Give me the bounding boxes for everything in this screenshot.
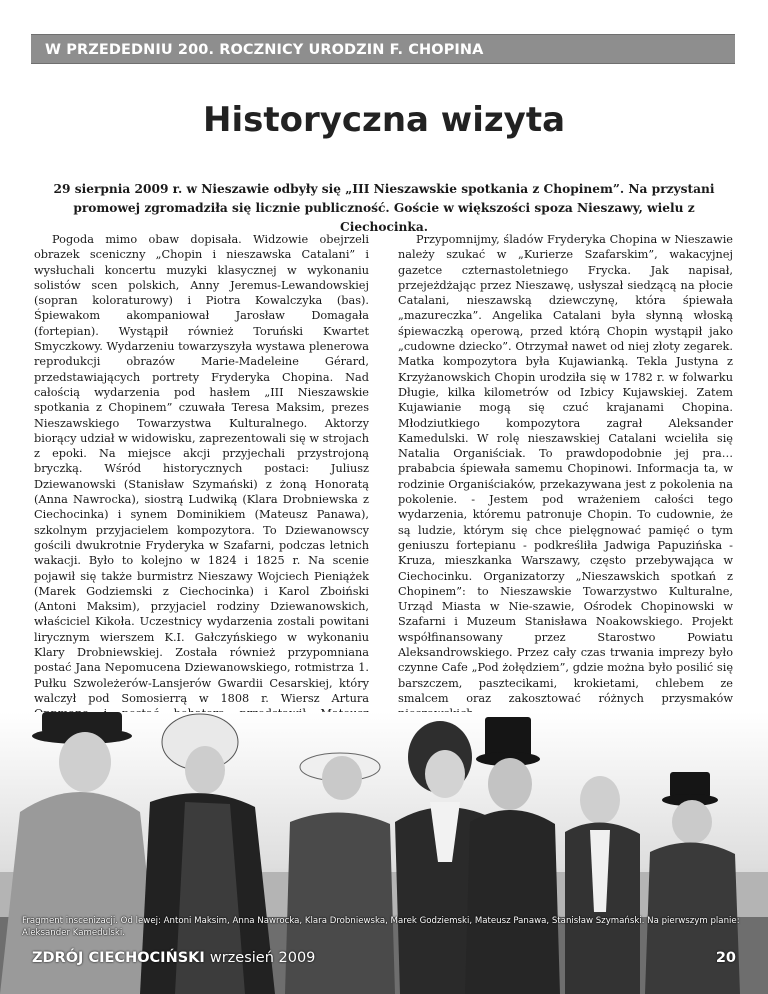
left-column-text: Pogoda mimo obaw dopisała. Widzowie obejrzeli obrazek sceniczny „Chopin i nieszawska Catalani” i wysłuchali koncertu muzyki klasycznej w wykonaniu solistów scen polskich, Anny Jeremus-Lewandowskiej (sopran koloraturowy) i Piotra Kowalczyka (bas). Śpiewakom akompaniował Jarosław Domagała (fortepian). Wystąpił również Toruński Kwartet Smyczkowy. Wydarzeniu towarzyszyła wystawa plenerowa reprodukcji obrazów Marie-Madeleine Gérard, przedstawiających portrety Fryderyka Chopina. Nad całością wydarzenia pod hasłem „III Nieszawskie spotkania z Chopinem” czuwała Teresa Maksim, prezes Nieszawskiego Towarzystwa Kulturalnego. Aktorzy biorący udział w widowisku, zaprezentowali się w strojach z epoki. Na miejsce akcji przyjechali przystrojoną bryczką. Wśród historycznych postaci: Juliusz Dziewanowski (Stanisław Szymański) z żoną Honoratą (Anna Nawrocka), siostrą Ludwiką (Klara Drobniewska z Ciechocinka) i synem Dominikiem (Mateusz Panawa), szkolnym przyjacielem kompozytora. To Dziewanowscy gościli dwukrotnie Fryderyka w Szafarni, podczas letnich wakacji. Było to kolejno w 1824 i 1825 r. Na scenie pojawił się także burmistrz Nieszawy Wojciech Pieniążek (Marek Godziemski z Ciechocinka) i Karol Zboiński (Antoni Maksim), przyjaciel rodziny Dziewanowskich, właściciel Kikoła. Uczestnicy wydarzenia zostali powitani lirycznym wierszem K.I. Gałczyńskiego w wykonaniu Klary Drobniewskiej. Została również przypomniana postać Jana Nepomucena Dziewanowskiego, rotmistrza 1. Pułku Szwoleżerów-Lansjerów Gwardii Cesarskiej, który walczył pod Somosierrą w 1808 r. Wiersz Artura (34, 233, 369, 705)
footer-publication (32, 950, 315, 966)
page-number: 20 (715, 950, 736, 966)
article-title: Historyczna wizyta (202, 100, 566, 140)
photo-caption: Fragment inscenizacji. Od lewej: Antoni Maksim, Anna Nawrocka, Klara Drobniewska, Marek Godziemski, Mateusz Panawa, Stanisław Szymański. Na pierwszym planie: Aleksander Kamedulski. (22, 916, 740, 938)
article-lead: 29 sierpnia 2009 r. w Nieszawie odbyły się „III Nieszawskie spotkania z Chopinem”. Na przystani promowej zgromadziła się licznie publiczność. Goście w większości spoza Nieszawy, wielu z Ciechocinka. (53, 182, 715, 234)
right-column-text: Przypomnijmy, śladów Fryderyka Chopina w Nieszawie należy szukać w „Kurierze Szafarskim”, wakacyjnej gazetce czternastoletniego Frycka. Jak napisał, przejeżdżając przez Nieszawę, usłyszał siedzącą na płocie Catalani, nieszawską dziewczynę, która śpiewała „mazureczka”. Angelika Catalani była słynną włoską śpiewaczką operową, przed którą Chopin wystąpił jako „cudowne dziecko”. Otrzymał nawet od niej złoty zegarek. Matka kompozytora była Kujawianką. Tekla Justyna z Krzyżanowskich Chopin urodziła się w 1782 r. w folwarku Długie, kilka kilometrów od Izbicy Kujawskiej. Zatem Kujawianie mogą się czuć krajanami Chopina. Młodziutkiego kompozytora zagrał Aleksander Kamedulski. W rolę nieszawskiej Catalani wcieliła się Natalia Organiściak. To prawdopodobnie jej pra…prababcia śpiewała samemu Chopinowi. Informacja ta, w rodzinie Organiściaków, przekazywana jest z pokolenia na pokolenie. - Jestem pod wrażeniem całości tego wydarzenia, któremu patronuje Chopin. To cudownie, że są ludzie, którym się chce pielęgnować pamięć o tym geniuszu fortepianu - podkreśliła Jadwiga Papuzińska - Kruza, mieszkanka Warszawy, często przebywająca w Ciechocinku. Organizatorzy „Nieszawskich spotkań z Chopinem”: to Nieszawskie Towarzystwo Kulturalne, Urząd Miasta w Nie-szawie, Ośrodek Chopinowski w Szafarni i Muzeum Stanisława Noakowskiego. Projekt współfinansowany przez Starostwo Powiatu Aleksandrowskiego. Przez cały czas trwania imprezy było czynne Cafe „Pod żołędziem”, gdzie można było posilić się barszczem, pasztecikami, krokietami, chlebem ze smalcem oraz zakosztować różnych przysmaków (398, 233, 733, 705)
left-column (34, 232, 369, 767)
right-column (398, 232, 733, 738)
publication-name: ZDRÓJ CIECHOCIŃSKI (32, 950, 205, 966)
issue-date: wrzesień 2009 (209, 950, 316, 966)
section-banner: W PRZEDEDNIU 200. ROCZNICY URODZIN F. CHOPINA (31, 34, 735, 64)
